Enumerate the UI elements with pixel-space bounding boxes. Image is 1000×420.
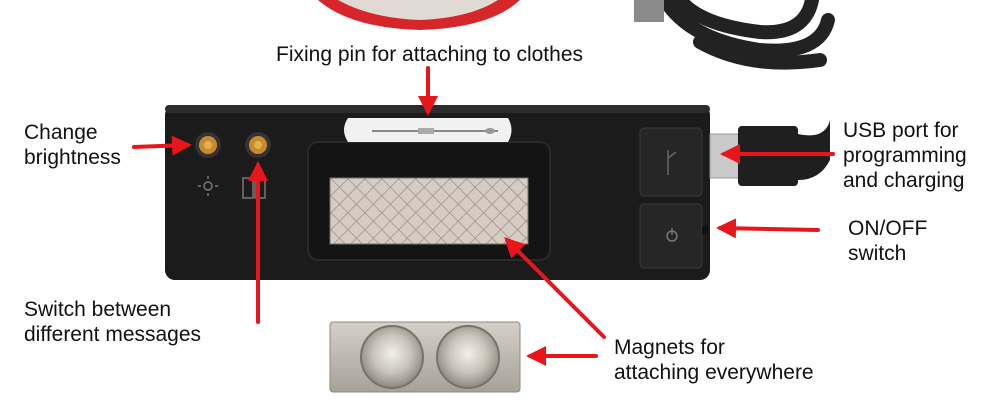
- device-body: [165, 105, 710, 280]
- on-off-switch[interactable]: [640, 204, 702, 268]
- label-fixing-pin: [276, 42, 583, 67]
- label-line: ON/OFF: [848, 217, 928, 240]
- label-on-off: [848, 216, 927, 266]
- label-line: Change: [24, 121, 98, 144]
- label-line: and charging: [843, 169, 965, 192]
- knurled-magnet-plate: [330, 178, 528, 244]
- magnet-right: [437, 326, 499, 388]
- label-switch-messages: [24, 297, 201, 347]
- magnet-left: [361, 326, 423, 388]
- label-magnets: [614, 335, 814, 385]
- label-line: programming: [843, 144, 967, 167]
- usb-cable-coil: [665, 0, 828, 63]
- magnet-plate: [330, 322, 520, 392]
- label-line: attaching everywhere: [614, 361, 814, 384]
- brightness-button[interactable]: [195, 132, 221, 158]
- arrow-change-brightness: [134, 145, 188, 147]
- label-line: brightness: [24, 146, 121, 169]
- label-line: USB port for: [843, 119, 959, 142]
- label-line: Switch between: [24, 298, 172, 321]
- message-button[interactable]: [245, 132, 271, 158]
- label-change-brightness: [24, 120, 121, 170]
- label-line: Magnets for: [614, 336, 725, 359]
- usb-port-housing: [640, 128, 702, 196]
- label-line: Fixing pin for attaching to clothes: [276, 43, 584, 66]
- red-disc: [318, 0, 520, 30]
- arrow-on-off: [720, 228, 818, 230]
- label-usb-port: [843, 118, 967, 193]
- label-line: different messages: [24, 323, 202, 346]
- cable-connector-top: [634, 0, 664, 22]
- label-line: switch: [848, 242, 907, 265]
